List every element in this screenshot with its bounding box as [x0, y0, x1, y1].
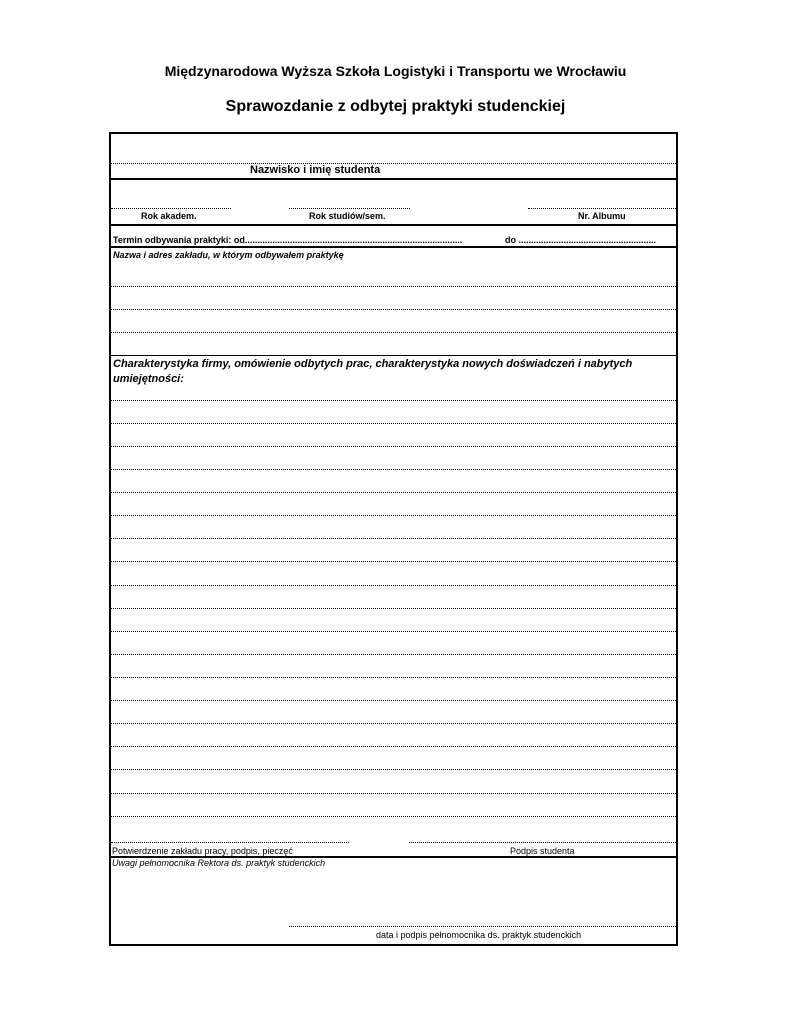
- student-signature-line[interactable]: [409, 842, 676, 843]
- description-line[interactable]: [111, 608, 676, 609]
- description-line[interactable]: [111, 746, 676, 747]
- academic-year-line[interactable]: [111, 208, 231, 209]
- description-line[interactable]: [111, 492, 676, 493]
- description-line[interactable]: [111, 538, 676, 539]
- description-line[interactable]: [111, 423, 676, 424]
- document-title: Sprawozdanie z odbytej praktyki studenckiej: [225, 98, 566, 115]
- description-line[interactable]: [111, 793, 676, 794]
- representative-signature-line[interactable]: [289, 926, 676, 927]
- term-from-label: Termin odbywania praktyki: od.......................................................................................: [113, 235, 463, 245]
- name-line[interactable]: [111, 163, 676, 164]
- student-signature-label: Podpis studenta: [510, 846, 575, 856]
- album-number-label: Nr. Albumu: [578, 211, 626, 221]
- album-number-line[interactable]: [528, 208, 676, 209]
- description-line[interactable]: [111, 585, 676, 586]
- description-line[interactable]: [111, 469, 676, 470]
- separator: [111, 246, 676, 248]
- remarks-label: Uwagi pełnomocnika Rektora ds. praktyk studenckich: [112, 858, 326, 868]
- description-label-line2: umiejętności:: [113, 373, 184, 385]
- description-label-line1: Charakterystyka firmy, omówienie odbytych prac, charakterystyka nowych doświadczeń i nabytych: [113, 358, 633, 370]
- description-line[interactable]: [111, 700, 676, 701]
- description-line[interactable]: [111, 816, 676, 817]
- description-line[interactable]: [111, 446, 676, 447]
- description-line[interactable]: [111, 723, 676, 724]
- name-label: Nazwisko i imię studenta: [250, 164, 381, 176]
- separator: [111, 224, 676, 226]
- separator: [111, 355, 676, 356]
- description-line[interactable]: [111, 515, 676, 516]
- description-line[interactable]: [111, 677, 676, 678]
- school-name: Międzynarodowa Wyższa Szkoła Logistyki i Transportu we Wrocławiu: [164, 63, 627, 79]
- description-line[interactable]: [111, 631, 676, 632]
- study-year-label: Rok studiów/sem.: [309, 211, 386, 221]
- description-line[interactable]: [111, 769, 676, 770]
- description-line[interactable]: [111, 654, 676, 655]
- company-signature-line[interactable]: [111, 842, 349, 843]
- company-signature-label: Potwierdzenie zakładu pracy, podpis, pieczęć: [112, 846, 293, 856]
- company-line[interactable]: [111, 332, 676, 333]
- representative-signature-label: data i podpis pełnomocnika ds. praktyk studenckich: [376, 930, 582, 940]
- study-year-line[interactable]: [289, 208, 410, 209]
- separator: [111, 178, 676, 180]
- company-label: Nazwa i adres zakładu, w którym odbywałem praktykę: [113, 250, 344, 260]
- company-line[interactable]: [111, 286, 676, 287]
- description-line[interactable]: [111, 561, 676, 562]
- company-line[interactable]: [111, 309, 676, 310]
- academic-year-label: Rok akadem.: [141, 211, 197, 221]
- term-to-label: do .......................................................: [505, 235, 657, 245]
- description-line[interactable]: [111, 400, 676, 401]
